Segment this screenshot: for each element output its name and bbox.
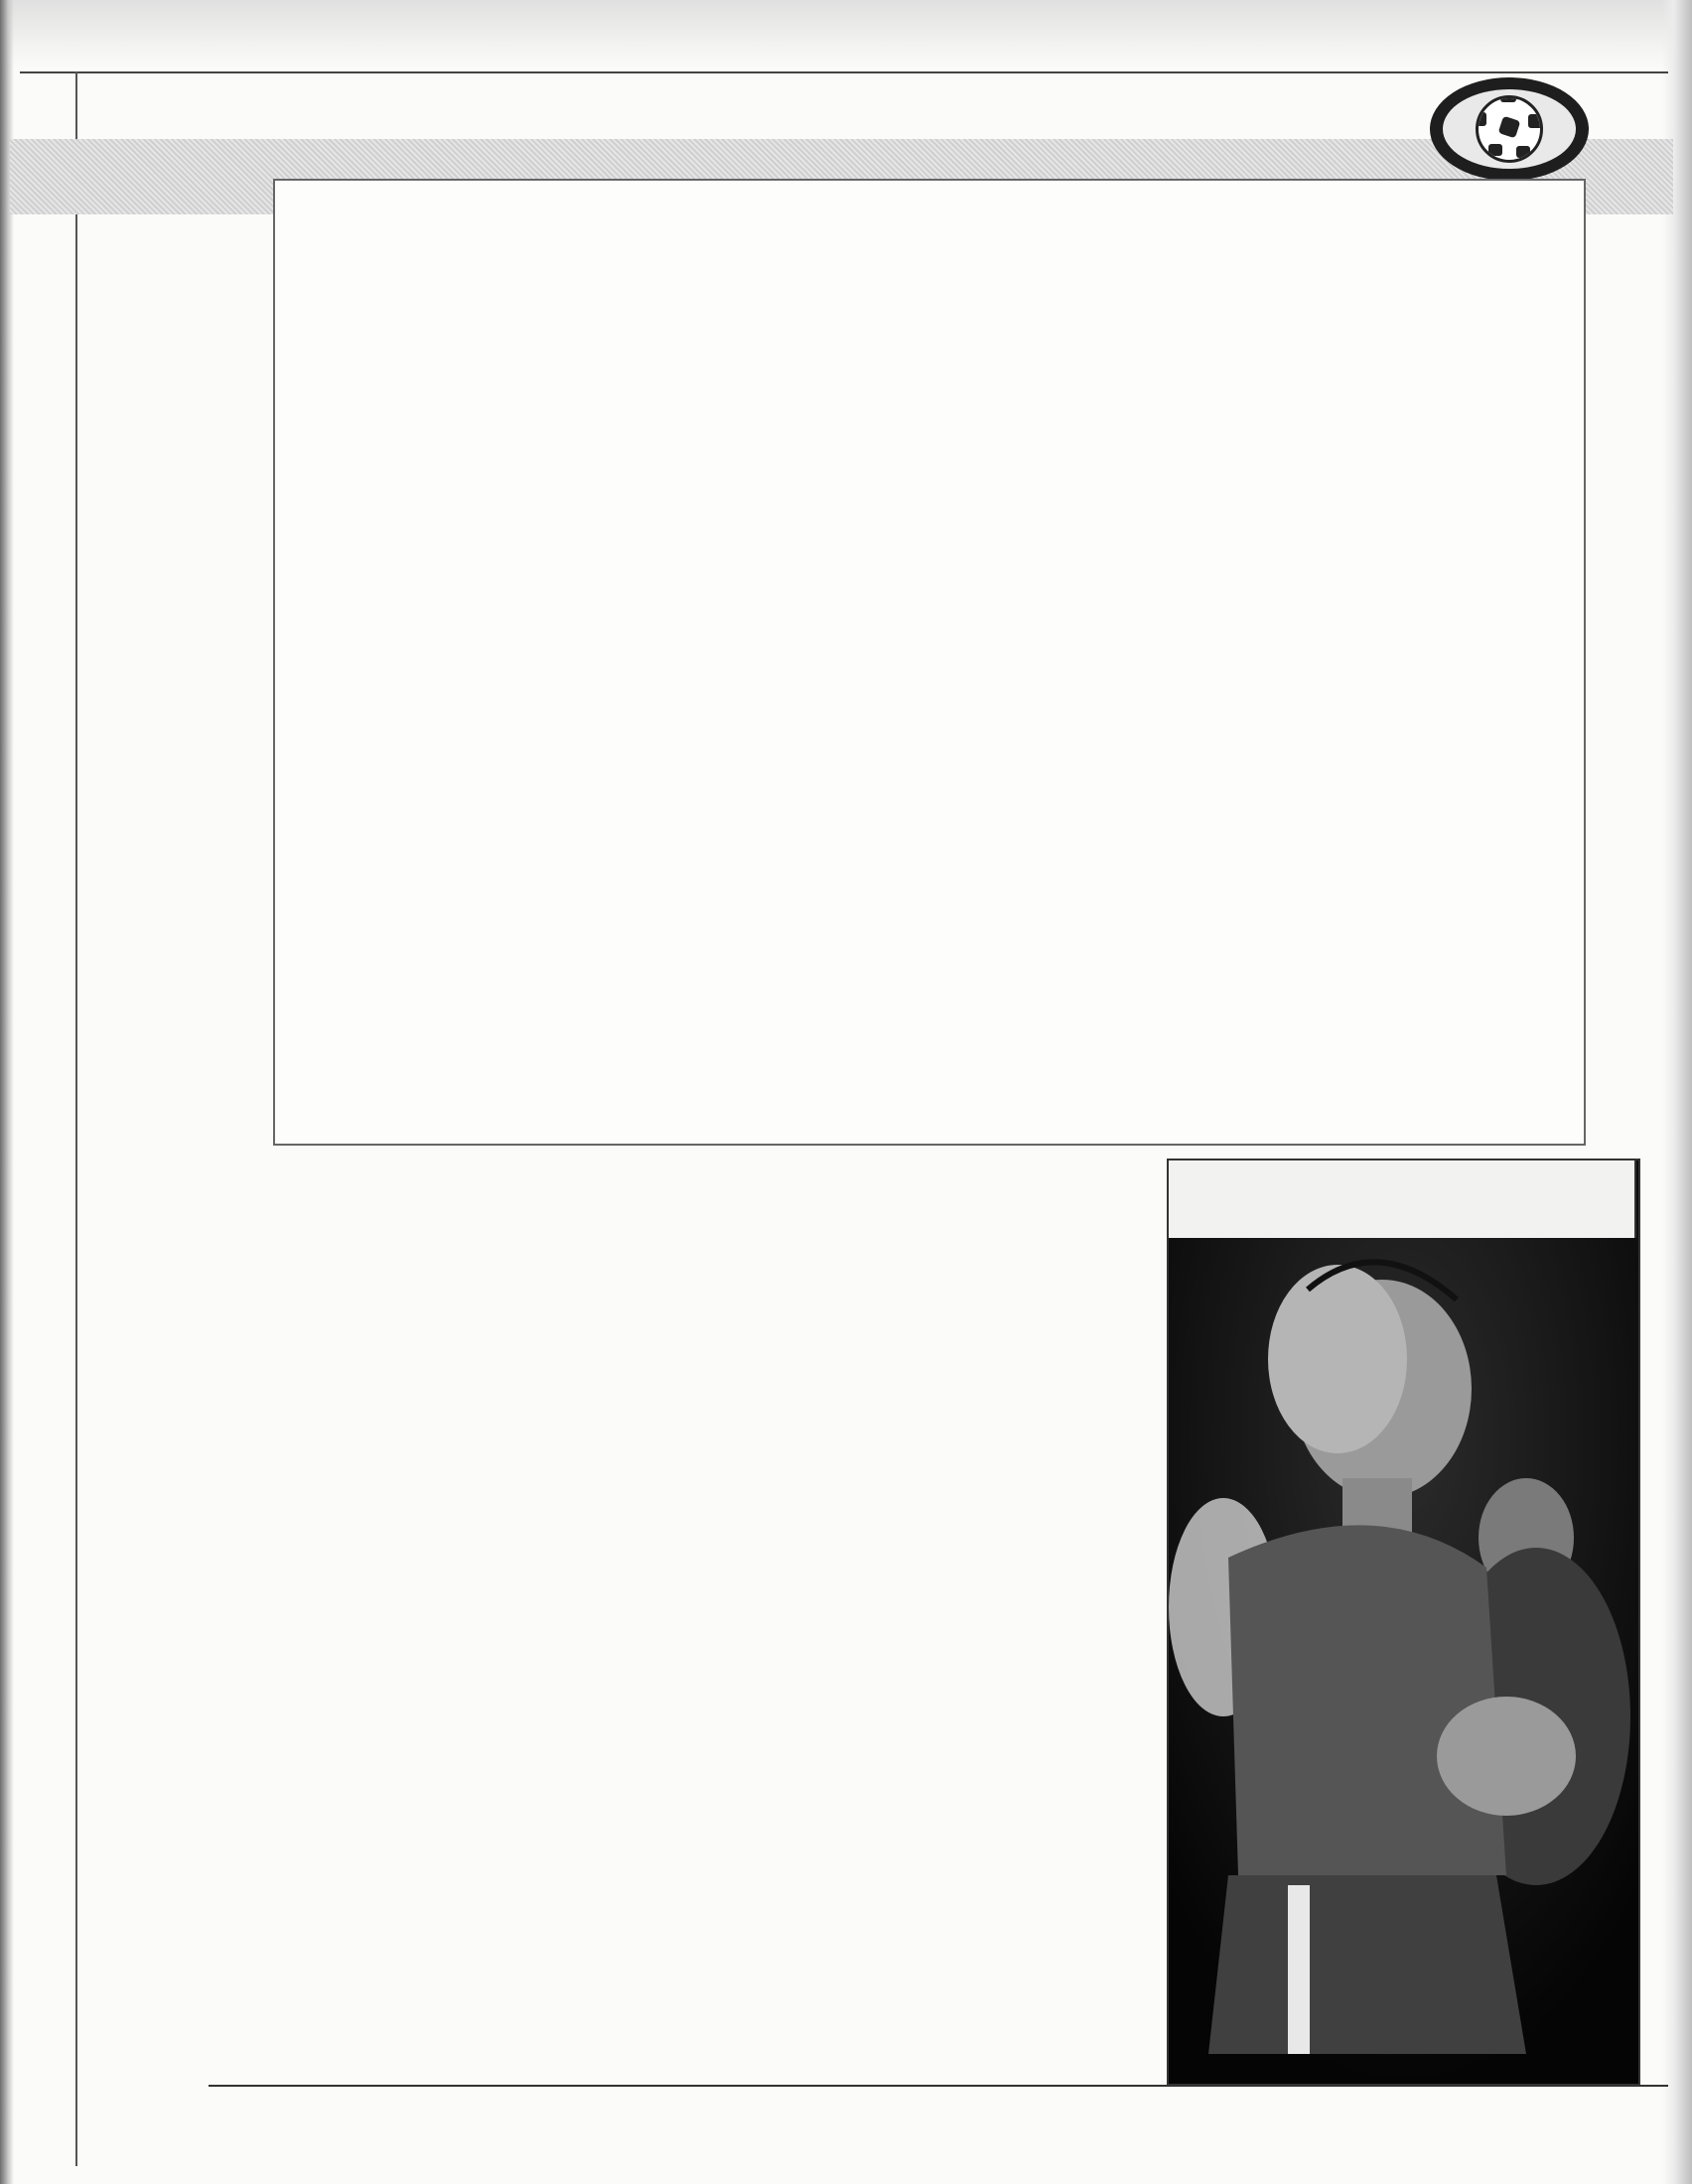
photo-illustration (1169, 1160, 1638, 2084)
player-photo (1167, 1159, 1640, 2086)
frame-line-left (75, 71, 77, 2166)
scan-top-edge (0, 0, 1692, 69)
soccer-ball-icon (1476, 95, 1543, 163)
footer-rule (209, 2085, 1668, 2087)
photo-caption (1167, 1159, 1636, 1238)
side-title (149, 457, 248, 1072)
scan-right-edge (1662, 0, 1692, 2184)
scan-left-edge (0, 0, 14, 2184)
georgia-soccer-logo (1430, 77, 1589, 181)
logo-g-shape (1443, 89, 1576, 169)
game-by-game-table (273, 179, 1586, 1146)
frame-line-top (20, 71, 1668, 73)
